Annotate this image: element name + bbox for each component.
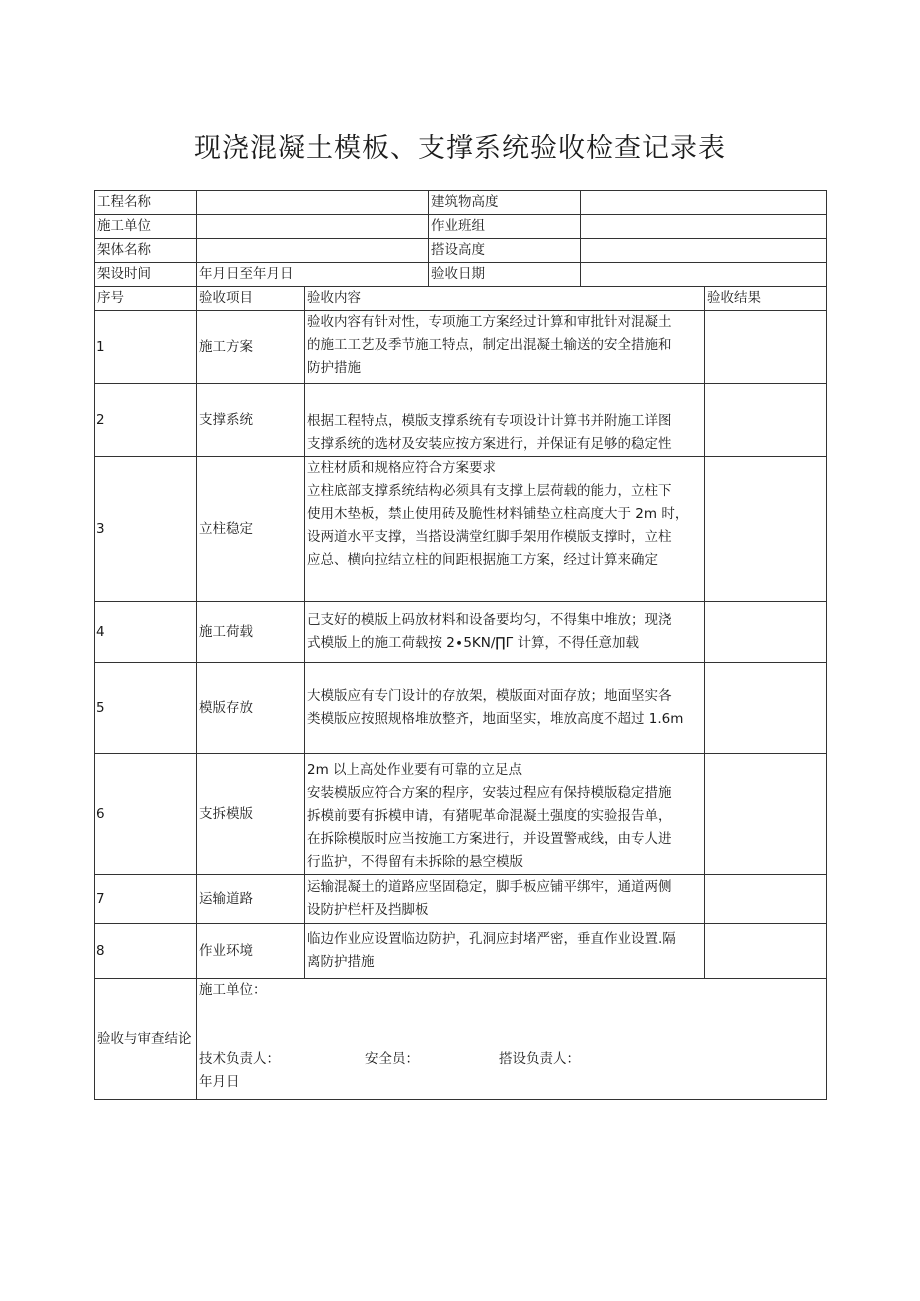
inspection-table	[94, 190, 827, 1100]
row-result[interactable]	[705, 311, 827, 384]
row-item: 立柱稳定	[197, 457, 305, 602]
row-seq: 4	[95, 602, 197, 663]
content-header: 验收内容	[305, 287, 705, 311]
table-row	[95, 663, 827, 754]
content-line: 类模版应按照规格堆放整齐，地面坚实，堆放高度不超过 1.6m	[307, 711, 684, 727]
row-seq: 3	[95, 457, 197, 602]
row-seq: 7	[95, 875, 197, 924]
project-name-label: 工程名称	[95, 191, 197, 215]
row-result[interactable]	[705, 754, 827, 875]
row-item: 支拆模版	[197, 754, 305, 875]
row-item: 施工方案	[197, 311, 305, 384]
content-line: 式模版上的施工荷载按 2∙5KN∕∏Γ 计算，不得任意加载	[307, 635, 639, 651]
table-row	[95, 602, 827, 663]
frame-name-value[interactable]	[197, 239, 429, 263]
conclusion-contractor: 施工单位：	[199, 982, 267, 998]
row-result[interactable]	[705, 384, 827, 457]
conclusion-date[interactable]: 年月日	[199, 1074, 240, 1090]
erection-height-label: 搭设高度	[429, 239, 581, 263]
row-result[interactable]	[705, 924, 827, 979]
info-row-contractor	[95, 215, 827, 239]
info-row-project	[95, 191, 827, 215]
row-result[interactable]	[705, 875, 827, 924]
page-title: 现浇混凝土模板、支撑系统验收检查记录表	[194, 133, 726, 164]
erection-time-label: 架设时间	[95, 263, 197, 287]
row-content	[305, 311, 705, 384]
row-content	[305, 754, 705, 875]
row-content	[305, 663, 705, 754]
row-content	[305, 384, 705, 457]
conclusion-content	[197, 979, 827, 1100]
work-team-label: 作业班组	[429, 215, 581, 239]
content-line: 拆模前要有拆模申请，有猪呢革命混凝土强度的实验报告单，	[307, 808, 672, 824]
erection-height-value[interactable]	[581, 239, 827, 263]
acceptance-date-label: 验收日期	[429, 263, 581, 287]
work-team-value[interactable]	[581, 215, 827, 239]
project-name-value[interactable]	[197, 191, 429, 215]
content-line: 设防护栏杆及挡脚板	[307, 902, 429, 918]
row-seq: 1	[95, 311, 197, 384]
info-row-time	[95, 263, 827, 287]
column-header-row	[95, 287, 827, 311]
contractor-value[interactable]	[197, 215, 429, 239]
result-header: 验收结果	[705, 287, 827, 311]
content-line: 己支好的模版上码放材料和设备要均匀，不得集中堆放；现浇	[307, 612, 672, 628]
seq-header: 序号	[95, 287, 197, 311]
signature-row	[199, 1048, 824, 1071]
content-line: 在拆除模版时应当按施工方案进行，并设置警戒线，由专人进	[307, 831, 672, 847]
content-line: 2m 以上高处作业要有可靠的立足点	[307, 762, 523, 778]
row-result[interactable]	[705, 457, 827, 602]
content-line: 安装模版应符合方案的程序，安装过程应有保持模版稳定措施	[307, 785, 672, 801]
row-item: 运输道路	[197, 875, 305, 924]
row-content	[305, 924, 705, 979]
row-item: 施工荷载	[197, 602, 305, 663]
row-content	[305, 457, 705, 602]
content-line: 验收内容有针对性，专项施工方案经过计算和审批针对混凝土	[307, 314, 672, 330]
table-row	[95, 754, 827, 875]
row-seq: 5	[95, 663, 197, 754]
table-row	[95, 875, 827, 924]
content-line: 离防护措施	[307, 954, 375, 970]
content-line: 运输混凝土的道路应坚固稳定，脚手板应铺平绑牢，通道两侧	[307, 879, 672, 895]
content-line: 设两道水平支撑，当搭设满堂红脚手架用作模版支撑时，立柱	[307, 529, 672, 545]
building-height-value[interactable]	[581, 191, 827, 215]
content-line: 支撑系统的选材及安装应按方案进行，并保证有足够的稳定性	[307, 436, 672, 452]
contractor-label: 施工单位	[95, 215, 197, 239]
content-line: 立柱材质和规格应符合方案要求	[307, 460, 496, 476]
conclusion-label: 验收与审查结论	[95, 979, 197, 1100]
row-item: 支撑系统	[197, 384, 305, 457]
content-line: 大模版应有专门设计的存放架，模版面对面存放；地面坚实各	[307, 688, 672, 704]
content-line: 根据工程特点，模版支撑系统有专项设计计算书并附施工详图	[307, 413, 672, 429]
content-line: 使用木垫板，禁止使用砖及脆性材料铺垫立柱高度大于 2m 时，	[307, 506, 689, 522]
row-item: 模版存放	[197, 663, 305, 754]
content-line: 临边作业应设置临边防护，孔洞应封堵严密，垂直作业设置.隔	[307, 931, 676, 947]
row-item: 作业环境	[197, 924, 305, 979]
table-row	[95, 384, 827, 457]
safety-officer-signature[interactable]: 安全员：	[365, 1051, 419, 1067]
frame-name-label: 架体名称	[95, 239, 197, 263]
content-line: 应总、横向拉结立柱的间距根据施工方案，经过计算来确定	[307, 552, 658, 568]
info-row-frame	[95, 239, 827, 263]
row-content	[305, 875, 705, 924]
row-content	[305, 602, 705, 663]
row-result[interactable]	[705, 663, 827, 754]
building-height-label: 建筑物高度	[429, 191, 581, 215]
acceptance-date-value[interactable]	[581, 263, 827, 287]
content-line: 防护措施	[307, 360, 361, 376]
tech-lead-signature[interactable]: 技术负责人：	[199, 1051, 280, 1067]
content-line: 的施工工艺及季节施工特点，制定出混凝土输送的安全措施和	[307, 337, 672, 353]
content-line: 立柱底部支撑系统结构必须具有支撑上层荷载的能力，立柱下	[307, 483, 672, 499]
item-header: 验收项目	[197, 287, 305, 311]
row-seq: 2	[95, 384, 197, 457]
content-line: 行监护，不得留有未拆除的悬空模版	[307, 854, 523, 870]
table-row	[95, 311, 827, 384]
table-row	[95, 924, 827, 979]
erection-lead-signature[interactable]: 搭设负责人：	[499, 1051, 580, 1067]
erection-time-value[interactable]: 年月日至年月日	[197, 263, 429, 287]
table-row	[95, 457, 827, 602]
row-seq: 6	[95, 754, 197, 875]
row-result[interactable]	[705, 602, 827, 663]
conclusion-row	[95, 979, 827, 1100]
row-seq: 8	[95, 924, 197, 979]
